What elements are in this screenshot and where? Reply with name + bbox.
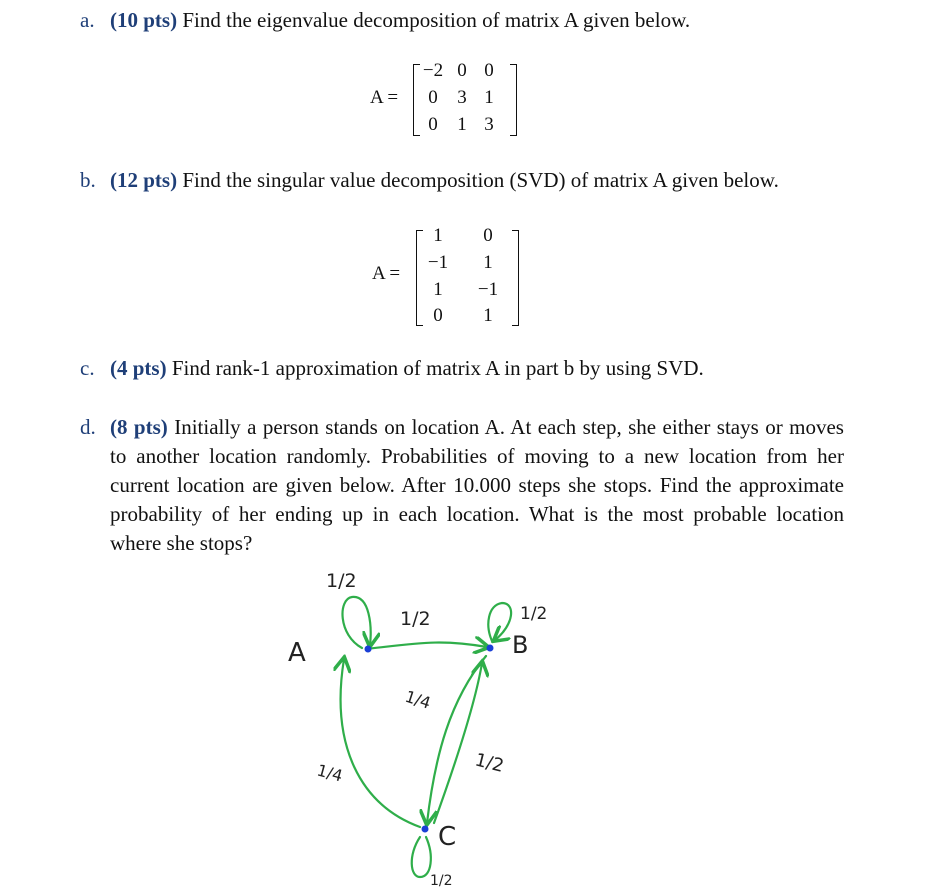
question-b-points: (12 pts) bbox=[110, 168, 178, 192]
matrix-b-cell: −1 bbox=[477, 279, 499, 300]
label-self-c: 1/2 bbox=[430, 873, 453, 889]
label-c-to-a: 1/4 bbox=[314, 760, 345, 786]
edge-c-to-a bbox=[341, 659, 420, 827]
question-d bbox=[80, 413, 844, 555]
matrix-b-cell: 0 bbox=[483, 225, 493, 246]
question-a-text: Find the eigenvalue decomposition of matrix A given below. bbox=[177, 8, 691, 32]
matrix-b-cell: 1 bbox=[483, 305, 493, 326]
matrix-a-cell: 0 bbox=[457, 60, 467, 81]
matrix-b-cell: 1 bbox=[433, 225, 443, 246]
edge-a-to-b bbox=[366, 643, 487, 649]
markov-chain-diagram bbox=[280, 555, 580, 890]
node-a-dot bbox=[365, 646, 372, 653]
question-d-line bbox=[110, 413, 844, 442]
edge-b-to-c bbox=[427, 656, 486, 823]
label-self-a: 1/2 bbox=[326, 570, 357, 592]
node-a-label: A bbox=[288, 638, 306, 668]
question-d-line1: Initially a person stands on location A. At each step, she either stays or moves bbox=[167, 415, 844, 439]
matrix-b-left-bracket bbox=[416, 230, 423, 326]
matrix-b-right-bracket bbox=[512, 230, 519, 326]
question-d-label: d. bbox=[80, 415, 96, 439]
matrix-a-right-bracket bbox=[510, 64, 517, 136]
label-self-b: 1/2 bbox=[520, 604, 548, 624]
question-a bbox=[80, 6, 690, 35]
question-d-line5: where she stops? bbox=[110, 531, 253, 555]
question-d-line2: to another location randomly. Probabilities of moving to a new location from her bbox=[110, 444, 844, 468]
question-d-points: (8 pts) bbox=[110, 415, 168, 439]
matrix-a-cell: 3 bbox=[484, 114, 494, 135]
label-a-to-b: 1/2 bbox=[400, 608, 431, 630]
question-c-points: (4 pts) bbox=[110, 356, 167, 380]
label-c-to-b: 1/2 bbox=[472, 749, 506, 777]
question-b bbox=[80, 166, 779, 195]
matrix-b-name: A = bbox=[372, 263, 401, 284]
matrix-b-cell: 1 bbox=[483, 252, 493, 273]
self-loop-c bbox=[412, 837, 431, 877]
matrix-a-cell: 0 bbox=[428, 114, 438, 135]
self-loop-b bbox=[488, 603, 511, 641]
question-c-label: c. bbox=[80, 356, 95, 380]
node-c-dot bbox=[422, 826, 429, 833]
matrix-a-name: A = bbox=[370, 87, 399, 108]
question-c bbox=[80, 354, 704, 383]
node-c-label: C bbox=[438, 822, 457, 852]
matrix-a-cell: 1 bbox=[484, 87, 494, 108]
matrix-a-cell: 3 bbox=[457, 87, 467, 108]
question-d-body bbox=[110, 413, 844, 558]
question-a-points: (10 pts) bbox=[110, 8, 178, 32]
question-a-label: a. bbox=[80, 8, 95, 32]
matrix-b-cell: 1 bbox=[433, 279, 443, 300]
matrix-a-cell: 0 bbox=[428, 87, 438, 108]
self-loop-a bbox=[343, 597, 371, 648]
matrix-a-cell: −2 bbox=[422, 60, 444, 81]
matrix-b-cell: 0 bbox=[433, 305, 443, 326]
matrix-b bbox=[372, 225, 542, 330]
matrix-a bbox=[370, 60, 540, 140]
question-c-text: Find rank-1 approximation of matrix A in part b by using SVD. bbox=[166, 356, 704, 380]
node-b-label: B bbox=[512, 631, 529, 659]
matrix-a-cell: 1 bbox=[457, 114, 467, 135]
question-d-line4: probability of her ending up in each location. What is the most probable location bbox=[110, 502, 844, 526]
node-b-dot bbox=[487, 645, 494, 652]
question-b-text: Find the singular value decomposition (SVD) of matrix A given below. bbox=[177, 168, 779, 192]
matrix-b-cell: −1 bbox=[427, 252, 449, 273]
question-b-label: b. bbox=[80, 168, 96, 192]
label-b-to-c: 1/4 bbox=[402, 686, 434, 713]
question-d-line3: current location are given below. After 10.000 steps she stops. Find the approximate bbox=[110, 473, 844, 497]
matrix-a-cell: 0 bbox=[484, 60, 494, 81]
